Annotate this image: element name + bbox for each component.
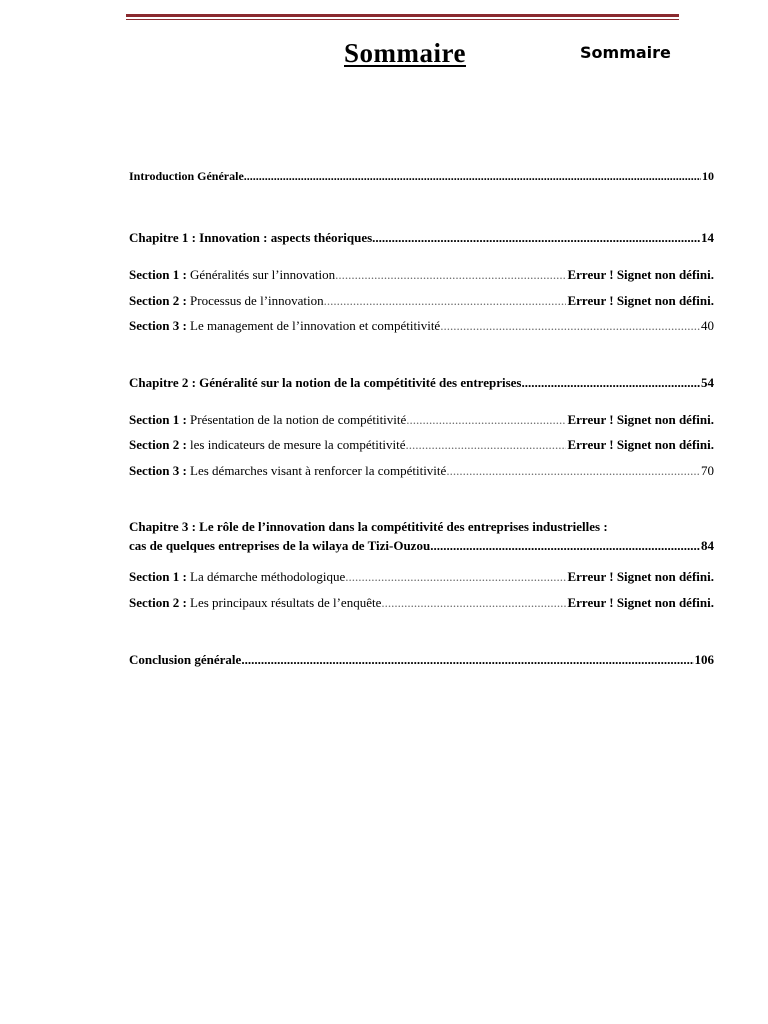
toc-page-number: 70 <box>701 463 714 478</box>
leader-dots <box>241 652 693 668</box>
leader-dots <box>406 437 567 453</box>
toc-entry-conclusion[interactable] <box>129 652 714 668</box>
leader-dots <box>324 293 567 309</box>
section-title: Le management de l’innovation et compétitivité <box>190 318 441 333</box>
toc-page-number: 10 <box>702 169 714 183</box>
leader-dots <box>335 267 566 283</box>
leader-dots <box>521 375 700 391</box>
toc-page-number: Erreur ! Signet non défini. <box>567 267 714 282</box>
toc-entry-section[interactable] <box>129 293 714 309</box>
section-prefix: Section 1 : <box>129 412 187 427</box>
toc-entry-label: Chapitre 2 : Généralité sur la notion de la compétitivité des entreprises <box>129 375 522 390</box>
section-title: Généralités sur l’innovation <box>190 267 336 282</box>
toc-page-number: 84 <box>701 538 714 553</box>
toc-entry-introduction[interactable] <box>129 169 714 184</box>
toc-entry-section[interactable] <box>129 595 714 611</box>
section-prefix: Section 1 : <box>129 569 187 584</box>
toc-entry-section[interactable] <box>129 412 714 428</box>
leader-dots <box>345 569 566 585</box>
toc-entry-label: cas de quelques entreprises de la wilaya de Tizi-Ouzou <box>129 538 431 553</box>
toc-entry-chapter-3-line1[interactable]: Chapitre 3 : Le rôle de l’innovation dans la compétitivité des entreprises industrielles : <box>129 519 608 534</box>
toc-page-number: 40 <box>701 318 714 333</box>
section-prefix: Section 2 : <box>129 595 187 610</box>
header-rule-thick <box>126 14 679 17</box>
section-title: les indicateurs de mesure la compétitivité <box>190 437 406 452</box>
leader-dots <box>372 230 700 246</box>
toc-entry-label: Conclusion générale <box>129 652 242 667</box>
section-title: La démarche méthodologique <box>190 569 346 584</box>
leader-dots <box>440 318 700 334</box>
section-prefix: Section 3 : <box>129 318 187 333</box>
toc-page-number: Erreur ! Signet non défini. <box>567 569 714 584</box>
leader-dots <box>244 169 701 184</box>
header-rule-thin <box>126 19 679 20</box>
toc-entry-section[interactable] <box>129 267 714 283</box>
toc-page-number: 54 <box>701 375 714 390</box>
toc-entry-section[interactable] <box>129 569 714 585</box>
page-title: Sommaire <box>344 38 466 68</box>
toc-page-number: Erreur ! Signet non défini. <box>567 412 714 427</box>
toc-entry-chapter-2[interactable] <box>129 375 714 391</box>
section-prefix: Section 3 : <box>129 463 187 478</box>
leader-dots <box>430 538 700 554</box>
toc-page-number: Erreur ! Signet non défini. <box>567 437 714 452</box>
toc-entry-chapter-3[interactable] <box>129 538 714 554</box>
toc-page-number: 106 <box>694 652 714 667</box>
running-header-title: Sommaire <box>580 43 671 62</box>
section-title: Processus de l’innovation <box>190 293 324 308</box>
toc-page-number: 14 <box>701 230 714 245</box>
section-title: Présentation de la notion de compétitivité <box>190 412 407 427</box>
toc-page-number: Erreur ! Signet non défini. <box>567 293 714 308</box>
leader-dots <box>381 595 566 611</box>
section-title: Les principaux résultats de l’enquête <box>190 595 382 610</box>
toc-entry-section[interactable] <box>129 437 714 453</box>
toc-entry-section[interactable] <box>129 463 714 479</box>
leader-dots <box>406 412 566 428</box>
leader-dots <box>446 463 700 479</box>
section-title: Les démarches visant à renforcer la compétitivité <box>190 463 447 478</box>
toc-page-number: Erreur ! Signet non défini. <box>567 595 714 610</box>
toc-entry-label: Introduction Générale <box>129 169 244 183</box>
toc-entry-label: Chapitre 1 : Innovation : aspects théoriques <box>129 230 373 245</box>
section-prefix: Section 1 : <box>129 267 187 282</box>
section-prefix: Section 2 : <box>129 437 187 452</box>
section-prefix: Section 2 : <box>129 293 187 308</box>
toc-entry-section[interactable] <box>129 318 714 334</box>
toc-entry-chapter-1[interactable] <box>129 230 714 246</box>
